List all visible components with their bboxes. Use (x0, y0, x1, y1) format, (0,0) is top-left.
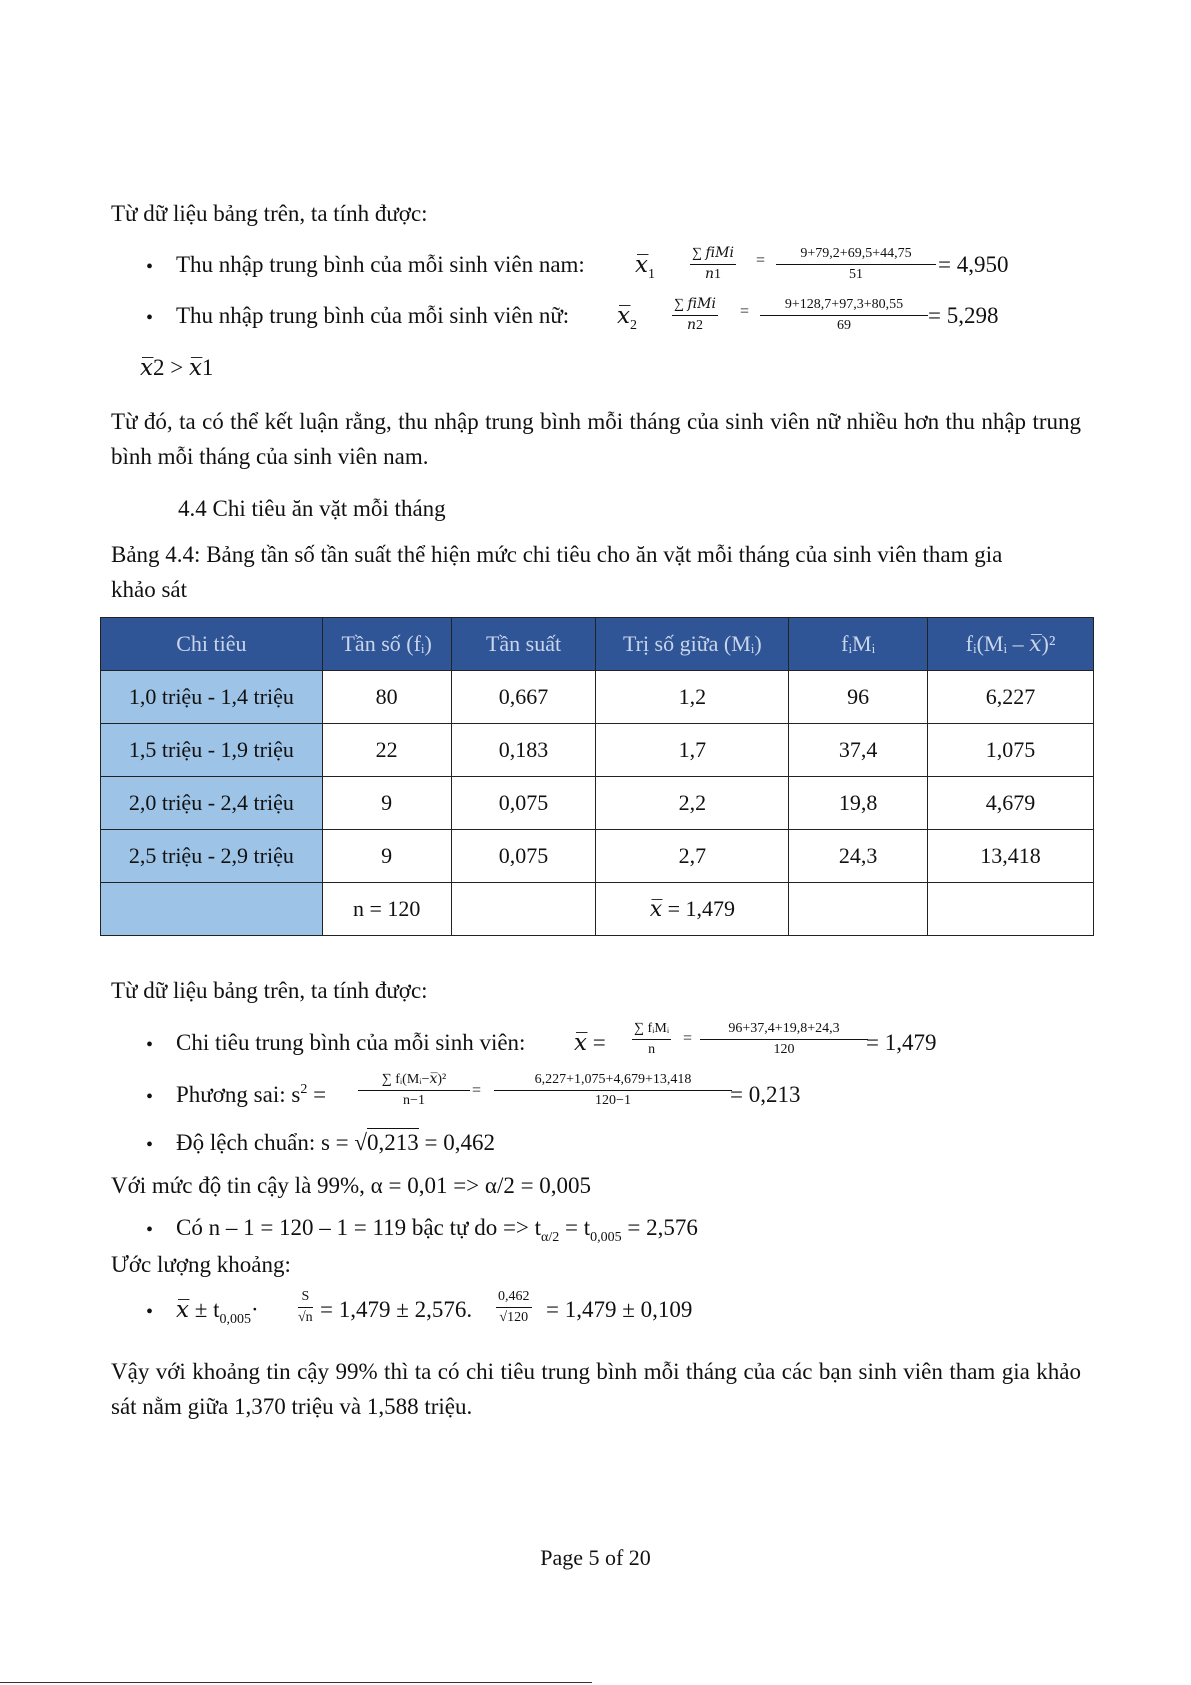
interval-value-fraction (496, 1289, 532, 1326)
interval-mid: = 1,479 ± 2,576. (320, 1297, 473, 1322)
interval-dot: · (250, 1297, 259, 1322)
female-sum-denominator: 𝑛2 (686, 318, 703, 333)
table-row (101, 777, 1094, 830)
interval-lhs-text: 𝑥̅ ± t (176, 1297, 220, 1322)
table-header-row (101, 618, 1094, 671)
table-caption: Bảng 4.4: Bảng tần số tần suất thể hiện mức chi tiêu cho ăn vặt mỗi tháng của sinh viên tham gia khảo sát (111, 542, 1003, 602)
dof-result: = 2,576 (627, 1215, 698, 1240)
variance-eq: = (313, 1082, 327, 1107)
bullet: • (146, 1034, 154, 1056)
male-income-formula (635, 252, 655, 282)
table-header-cell: Trị số giữa (Mᵢ) (596, 618, 789, 671)
mean-spending-label: Chi tiêu trung bình của mỗi sinh viên: (176, 1030, 526, 1055)
dof-sub-value: 0,005 (590, 1230, 622, 1245)
degrees-of-freedom (176, 1215, 698, 1245)
table-header-cell: Tần suất (451, 618, 596, 671)
table-cell: 0,667 (451, 671, 596, 724)
table-cell: 0,075 (451, 830, 596, 883)
table-row (101, 724, 1094, 777)
mean-values-numerator: 96+37,4+19,8+24,3 (700, 1021, 868, 1040)
table-header-cell: Tần số (fᵢ) (322, 618, 451, 671)
bullet: • (146, 1086, 154, 1108)
table-cell (928, 883, 1094, 936)
bullet: • (146, 307, 154, 329)
table-cell (101, 883, 323, 936)
mean-sum-numerator: ∑ fᵢMᵢ (632, 1021, 671, 1040)
interval-s-denominator: √n (298, 1310, 313, 1325)
variance-sum-fraction (358, 1072, 470, 1109)
table-total-row (101, 883, 1094, 936)
table-cell: 19,8 (789, 777, 928, 830)
page-number: Page 5 of 20 (540, 1545, 651, 1570)
table-cell: 96 (789, 671, 928, 724)
interval-value-numerator: 0,462 (496, 1289, 532, 1308)
male-sum-numerator: ∑ 𝑓𝑖𝑀𝑖 (690, 246, 736, 265)
variance-sup: 2 (300, 1082, 308, 1097)
table-cell: 9 (322, 777, 451, 830)
section-heading: 4.4 Chi tiêu ăn vặt mỗi tháng (178, 496, 446, 521)
variance-eq-sign: = (472, 1082, 482, 1099)
table-cell (451, 883, 596, 936)
female-sum-numerator: ∑ 𝑓𝑖𝑀𝑖 (672, 297, 718, 316)
female-income-formula (617, 303, 637, 333)
variance-values-numerator: 6,227+1,075+4,679+13,418 (494, 1072, 732, 1091)
bullet: • (146, 1134, 154, 1156)
bullet: • (146, 1301, 154, 1323)
table-cell: 37,4 (789, 724, 928, 777)
interval-sub: 0,005 (219, 1312, 251, 1327)
table-cell: 13,418 (928, 830, 1094, 883)
mean-sum-fraction (632, 1021, 671, 1058)
female-values-fraction (760, 297, 928, 334)
variance-values-fraction (494, 1072, 732, 1109)
interval-estimate-label: Ước lượng khoảng: (111, 1252, 291, 1277)
male-eq-sign: = (756, 252, 766, 269)
intro-text: Từ dữ liệu bảng trên, ta tính được: (111, 978, 428, 1003)
income-conclusion: Từ đó, ta có thể kết luận rằng, thu nhập trung bình mỗi tháng của sinh viên nữ nhiều hơn thu nhập trung bình mỗi tháng của sinh viên nam. (111, 409, 1081, 469)
table-cell: 80 (322, 671, 451, 724)
variance-sum-denominator: n−1 (403, 1093, 425, 1108)
interval-value-denominator: √120 (499, 1310, 529, 1325)
table-cell: 1,075 (928, 724, 1094, 777)
male-income-result: = 4,950 (938, 252, 1009, 277)
female-mean-sub: 2 (629, 318, 637, 333)
variance-values-denominator: 120−1 (595, 1093, 631, 1108)
male-mean-sub: 1 (647, 267, 655, 282)
confidence-level: Với mức độ tin cậy là 99%, α = 0,01 => α/2 = 0,005 (111, 1173, 592, 1198)
male-mean-symbol: 𝑥̅ (635, 252, 648, 277)
stddev-label: Độ lệch chuẩn: s = (176, 1130, 349, 1155)
table-cell: 6,227 (928, 671, 1094, 724)
table-cell: 𝑥̅ = 1,479 (596, 883, 789, 936)
footer-divider (0, 1682, 592, 1683)
stddev-radicand: 0,213 (367, 1130, 419, 1155)
dof-text: Có n – 1 = 120 – 1 = 119 bậc tự do => t (176, 1215, 542, 1240)
table-cell: 0,075 (451, 777, 596, 830)
variance-label: Phương sai: s (176, 1082, 301, 1107)
variance-formula (176, 1082, 326, 1108)
table-cell: 2,0 triệu - 2,4 triệu (101, 777, 323, 830)
table-cell: 1,0 triệu - 1,4 triệu (101, 671, 323, 724)
variance-result: = 0,213 (730, 1082, 801, 1107)
spending-conclusion: Vậy với khoảng tin cậy 99% thì ta có chi tiêu trung bình mỗi tháng của các bạn sinh viên tham gia khảo sát nằm giữa 1,370 triệu và 1,588 triệu. (111, 1359, 1081, 1419)
dof-sub-alpha: α/2 (541, 1230, 560, 1245)
mean-spending-result: = 1,479 (866, 1030, 937, 1055)
mean-sum-denominator: n (648, 1042, 656, 1057)
table-cell: 2,7 (596, 830, 789, 883)
female-values-numerator: 9+128,7+97,3+80,55 (760, 297, 928, 316)
female-values-denominator: 69 (837, 318, 851, 333)
table-cell: 2,2 (596, 777, 789, 830)
female-eq-sign: = (740, 303, 750, 320)
table-row (101, 830, 1094, 883)
table-cell: 2,5 triệu - 2,9 triệu (101, 830, 323, 883)
bullet: • (146, 1219, 154, 1241)
table-cell: 1,5 triệu - 1,9 triệu (101, 724, 323, 777)
variance-sum-numerator: ∑ fᵢ(Mᵢ−𝑥̅)² (358, 1072, 470, 1091)
mean-values-fraction (700, 1021, 868, 1058)
table-cell: 22 (322, 724, 451, 777)
stddev-result: = 0,462 (424, 1130, 496, 1155)
table-row (101, 671, 1094, 724)
mean-values-denominator: 120 (773, 1042, 795, 1057)
mean-eq-sign: = (683, 1030, 693, 1047)
interval-s-fraction (298, 1289, 313, 1326)
male-values-fraction (776, 246, 936, 283)
table-header-cell: Chi tiêu (101, 618, 323, 671)
male-sum-fraction (690, 246, 736, 283)
mean-comparison: 𝑥̅2 > 𝑥̅1 (140, 355, 214, 380)
female-income-label: Thu nhập trung bình của mỗi sinh viên nữ: (176, 303, 570, 328)
bullet: • (146, 256, 154, 278)
male-values-denominator: 51 (849, 267, 863, 282)
male-sum-denominator: 𝑛1 (704, 267, 721, 282)
interval-lhs (176, 1297, 259, 1327)
table-header-cell: fᵢMᵢ (789, 618, 928, 671)
sqrt-icon: √ (354, 1130, 368, 1155)
table-cell: 24,3 (789, 830, 928, 883)
female-income-result: = 5,298 (928, 303, 999, 328)
dof-mid: = t (565, 1215, 591, 1240)
female-mean-symbol: 𝑥̅ (617, 303, 630, 328)
interval-s-numerator: S (298, 1289, 313, 1308)
table-cell: 1,7 (596, 724, 789, 777)
spending-frequency-table (100, 617, 1094, 936)
table-cell (789, 883, 928, 936)
male-income-label: Thu nhập trung bình của mỗi sinh viên nam: (176, 252, 585, 277)
male-values-numerator: 9+79,2+69,5+44,75 (776, 246, 936, 265)
table-cell: 1,2 (596, 671, 789, 724)
table-header-cell: fᵢ(Mᵢ – 𝑥̅)² (928, 618, 1094, 671)
table-cell: 9 (322, 830, 451, 883)
intro-text: Từ dữ liệu bảng trên, ta tính được: (111, 201, 428, 226)
table-cell: 0,183 (451, 724, 596, 777)
mean-spending-lhs: 𝑥̅ = (574, 1030, 606, 1055)
interval-result: = 1,479 ± 0,109 (546, 1297, 693, 1322)
table-cell: n = 120 (322, 883, 451, 936)
female-sum-fraction (672, 297, 718, 334)
stddev-formula (176, 1130, 495, 1156)
table-cell: 4,679 (928, 777, 1094, 830)
